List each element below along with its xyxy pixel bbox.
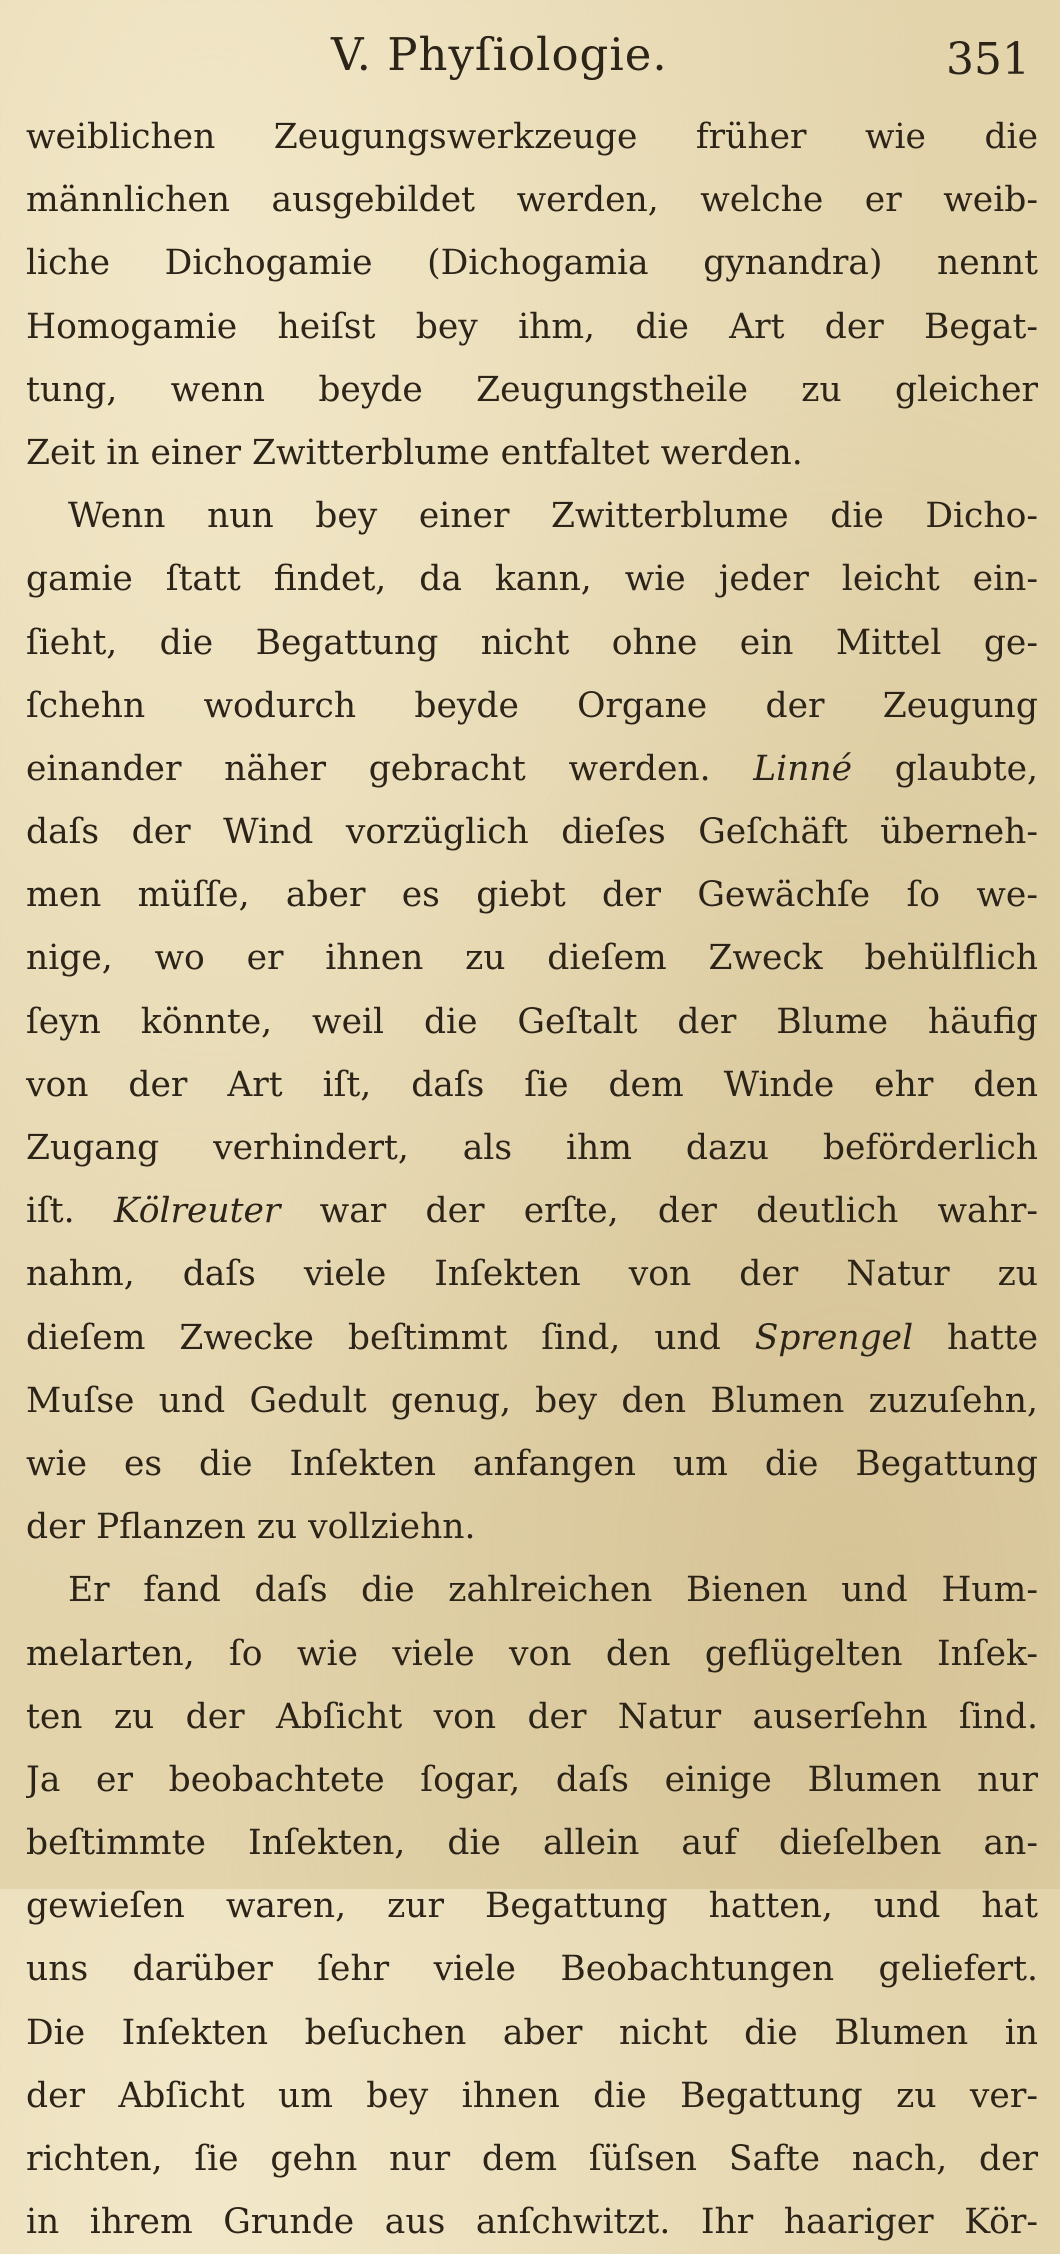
text-run: Wenn nun bey einer Zwitterblume die Dicho-: [68, 496, 1038, 537]
text-run: nahm, daſs viele Inſekten von der Natur zu: [26, 1254, 1038, 1295]
text-line: [26, 1433, 1038, 1496]
text-line: [26, 422, 1038, 485]
text-run: nige, wo er ihnen zu dieſem Zweck behülflich: [26, 938, 1038, 979]
text-run: liche Dichogamie (Dichogamia gynandra) nennt: [26, 243, 1038, 284]
text-run: ſieht, die Begattung nicht ohne ein Mittel ge-: [26, 622, 1038, 663]
text-run: ſeyn könnte, weil die Geſtalt der Blume häufig: [26, 1001, 1038, 1042]
text-run: hatte: [913, 1317, 1038, 1358]
text-run: gewieſen waren, zur Begattung hatten, und hat: [26, 1886, 1038, 1927]
text-run: war der erſte, der deutlich wahr-: [280, 1191, 1038, 1232]
text-line: [26, 1243, 1038, 1306]
italic-name: Linné: [753, 748, 853, 789]
text-line: [26, 1875, 1038, 1938]
text-run: weiblichen Zeugungswerkzeuge früher wie die: [26, 117, 1038, 157]
text-run: ten zu der Abſicht von der Natur auserſehn ſind.: [26, 1696, 1038, 1737]
text-run: gamie ſtatt findet, da kann, wie jeder leicht ein-: [26, 559, 1038, 600]
text-run: Zugang verhindert, als ihm dazu beförderlich: [26, 1128, 1038, 1168]
text-line: [26, 1496, 1038, 1559]
text-line: [26, 1623, 1038, 1686]
text-run: dieſem Zwecke beſtimmt ſind, und: [26, 1317, 755, 1358]
text-line: [26, 864, 1038, 927]
text-line: [26, 548, 1038, 611]
text-line: [26, 1812, 1038, 1875]
text-run: Muſse und Gedult genug, bey den Blumen zuzuſehn,: [26, 1380, 1038, 1421]
text-run: tung, wenn beyde Zeugungstheile zu gleicher: [26, 369, 1038, 410]
text-line: [26, 232, 1038, 295]
text-run: von der Art iſt, daſs ſie dem Winde ehr den: [26, 1064, 1038, 1105]
text-run: der Abſicht um bey ihnen die Begattung zu ver-: [26, 2075, 1038, 2116]
text-line: [26, 1749, 1038, 1812]
text-run: uns darüber ſehr viele Beobachtungen geliefert.: [26, 1949, 1038, 1990]
text-line: [26, 1559, 1038, 1622]
text-line: [26, 1180, 1038, 1243]
running-head: V. Phyſiologie.: [331, 28, 668, 81]
text-line: [26, 612, 1038, 675]
text-run: ſchehn wodurch beyde Organe der Zeugung: [26, 685, 1038, 726]
text-line: [26, 991, 1038, 1054]
text-run: in ihrem Grunde aus anſchwitzt. Ihr haariger Kör-: [26, 2202, 1038, 2243]
text-line: [26, 675, 1038, 738]
text-line: [26, 1686, 1038, 1749]
text-line: [26, 738, 1038, 801]
text-run: Er fand daſs die zahlreichen Bienen und Hum-: [68, 1570, 1038, 1611]
text-line: [26, 1370, 1038, 1433]
page-number: 351: [946, 34, 1030, 85]
text-run: richten, ſie gehn nur dem ſüſsen Safte nach, der: [26, 2139, 1038, 2179]
text-run: daſs der Wind vorzüglich dieſes Geſchäft überneh-: [26, 812, 1038, 853]
text-line: [26, 801, 1038, 864]
text-run: beſtimmte Inſekten, die allein auf dieſelben an-: [26, 1823, 1038, 1864]
text-line: [26, 169, 1038, 232]
text-run: Ja er beobachtete ſogar, daſs einige Blumen nur: [26, 1759, 1038, 1800]
text-run: wie es die Inſekten anfangen um die Begattung: [26, 1443, 1038, 1484]
text-line: [26, 927, 1038, 990]
text-run: männlichen ausgebildet werden, welche er weib-: [26, 180, 1038, 221]
body-text: [26, 106, 1038, 2254]
text-line: [26, 1054, 1038, 1117]
text-line: [26, 485, 1038, 548]
text-line: [26, 2065, 1038, 2128]
text-line: [26, 2002, 1038, 2065]
text-run: der Pflanzen zu vollziehn.: [26, 1507, 476, 1548]
text-run: glaubte,: [852, 748, 1038, 789]
page-header: [26, 12, 1038, 104]
italic-name: Sprengel: [754, 1317, 914, 1358]
text-run: men müſſe, aber es giebt der Gewächſe ſo we-: [26, 875, 1038, 916]
text-run: melarten, ſo wie viele von den geflügelten Inſek-: [26, 1633, 1038, 1674]
text-line: [26, 2191, 1038, 2254]
text-run: Homogamie heiſst bey ihm, die Art der Begat-: [26, 306, 1038, 347]
text-line: [26, 1117, 1038, 1180]
text-line: [26, 1938, 1038, 2001]
text-run: iſt.: [26, 1191, 114, 1232]
text-line: [26, 2128, 1038, 2191]
text-line: [26, 296, 1038, 359]
text-line: [26, 359, 1038, 422]
text-line: [26, 1307, 1038, 1370]
text-run: Zeit in einer Zwitterblume entfaltet werden.: [26, 432, 803, 473]
text-run: Die Inſekten beſuchen aber nicht die Blumen in: [26, 2012, 1038, 2053]
text-line: [26, 106, 1038, 169]
italic-name: Kölreuter: [113, 1191, 281, 1232]
text-run: einander näher gebracht werden.: [26, 748, 754, 789]
